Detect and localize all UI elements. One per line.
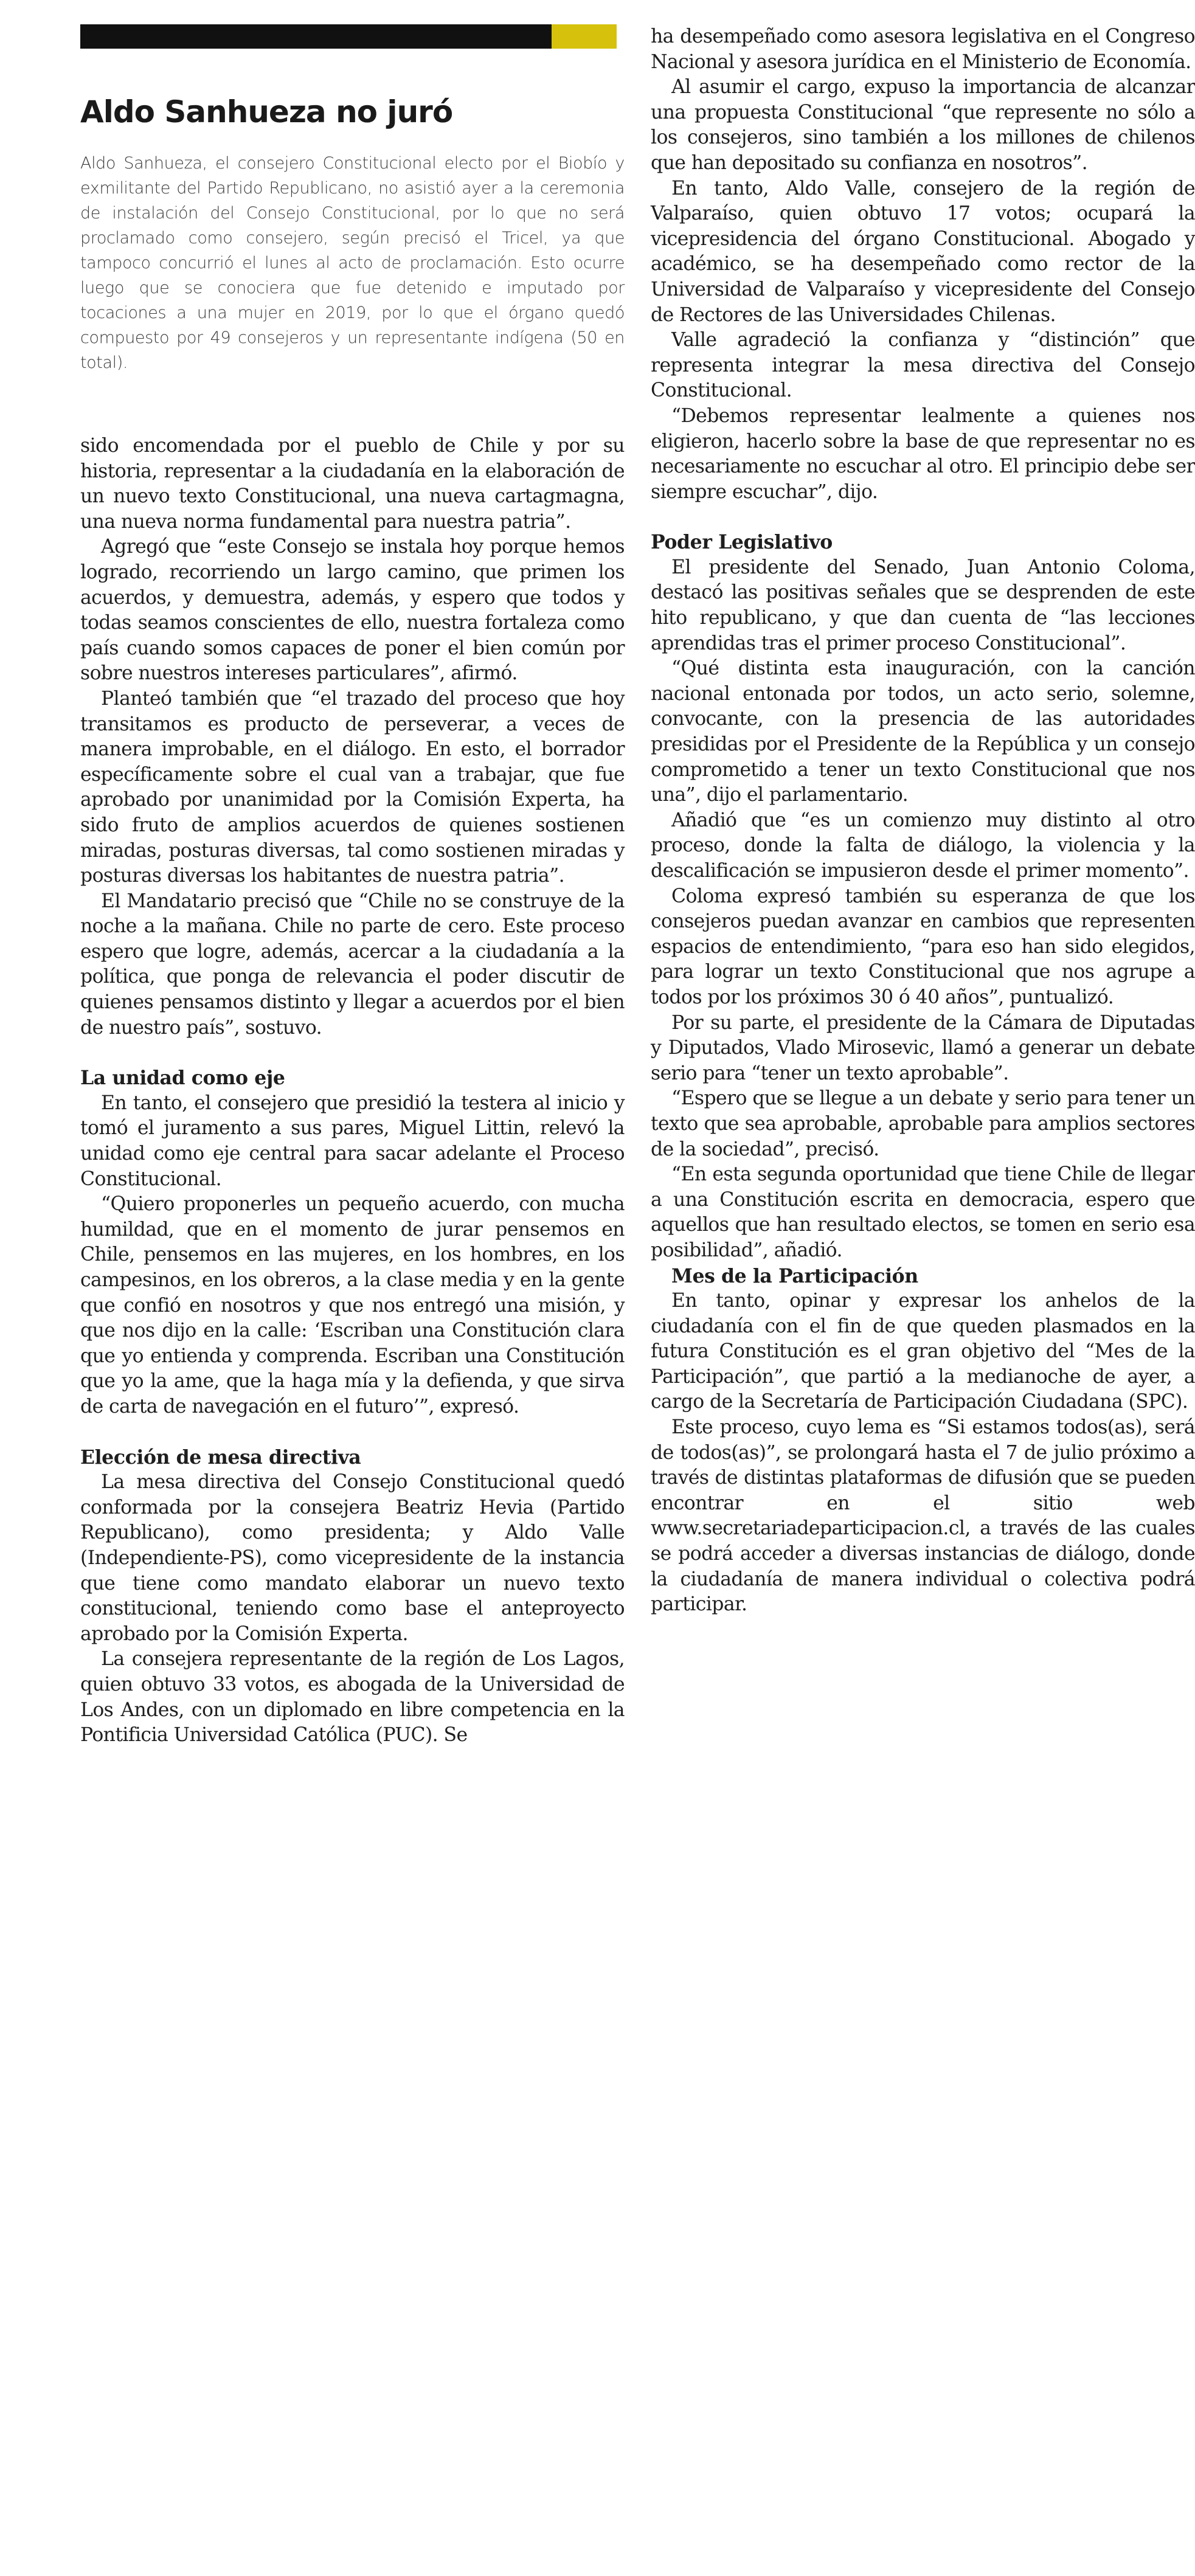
article-paragraph: “Qué distinta esta inauguración, con la canción nacional entonada por todos, un acto serio, solemne, convocante, con la presencia de las autoridades presididas por el Presidente de la República y un consejo comprometido a tener un texto Constitucional que nos una”, dijo el parlamentario. bbox=[651, 657, 1195, 806]
article-paragraph: La mesa directiva del Consejo Constitucional quedó conformada por la consejera Beatriz Hevia (Partido Republicano), como presidenta; y Aldo Valle (Independiente-PS), como vicepresidente de la instancia que tiene como mandato elaborar un nuevo texto constitucional, teniendo como base el anteproyecto aprobado por la Comisión Experta. bbox=[80, 1471, 625, 1645]
color-bar-black bbox=[80, 24, 552, 49]
subheading-poder-legislativo: Poder Legislativo bbox=[651, 531, 833, 554]
color-bar-gold bbox=[552, 24, 617, 49]
article-paragraph: Agregó que “este Consejo se instala hoy porque hemos logrado, recorriendo un largo camino, que primen los acuerdos, y demuestra, además, y espero que todos y todas seamos conscientes de ello, nuestra fortaleza como país cuando somos capaces de poner el bien común por sobre nuestros intereses particulares”, afirmó. bbox=[80, 536, 625, 685]
article-paragraph: ha desempeñado como asesora legislativa en el Congreso Nacional y asesora jurídica en el Ministerio de Economía. bbox=[651, 26, 1195, 73]
article-paragraph: La consejera representante de la región de Los Lagos, quien obtuvo 33 votos, es abogada de la Universidad de Los Andes, con un diplomado en libre competencia en la Pontificia Universidad Católica (PUC). Se bbox=[80, 1648, 625, 1747]
article-paragraph: Por su parte, el presidente de la Cámara de Diputadas y Diputados, Vlado Mirosevic, llamó a generar un debate serio para “tener un texto aprobable”. bbox=[651, 1011, 1195, 1084]
article-paragraph: sido encomendada por el pueblo de Chile y por su historia, representar a la ciudadanía en la elaboración de un nuevo texto Constitucional, una nueva cartagmagna, una nueva norma fundamental para nuestra patria”. bbox=[80, 435, 625, 533]
right-column bbox=[651, 24, 1195, 1618]
article-paragraph: Valle agradeció la confianza y “distinción” que representa integrar la mesa directiva del Consejo Constitucional. bbox=[651, 329, 1195, 402]
article-paragraph: “Debemos representar lealmente a quienes nos eligieron, hacerlo sobre la base de que representar no es necesariamente no escuchar al otro. El principio debe ser siempre escuchar”, dijo. bbox=[651, 404, 1195, 503]
article-paragraph: “Espero que se llegue a un debate y serio para tener un texto que sea aprobable, aprobable para amplios sectores de la sociedad”, precisó. bbox=[651, 1087, 1195, 1160]
article-paragraph: “En esta segunda oportunidad que tiene Chile de llegar a una Constitución escrita en democracia, espero que aquellos que han resultado electos, se tomen en serio esa posibilidad”, añadió. bbox=[651, 1163, 1195, 1261]
article-paragraph: El presidente del Senado, Juan Antonio Coloma, destacó las positivas señales que se desprenden de este hito republicano, y que dan cuenta de “las lecciones aprendidas tras el primer proceso Constitucional”. bbox=[651, 556, 1195, 654]
article-paragraph: En tanto, el consejero que presidió la testera al inicio y tomó el juramento a sus pares, Miguel Littin, relevó la unidad como eje central para sacar adelante el Proceso Constitucional. bbox=[80, 1092, 625, 1190]
article-paragraph: Planteó también que “el trazado del proceso que hoy transitamos es producto de perseverar, a veces de manera improbable, en el diálogo. En esto, el borrador específicamente sobre el cual van a trabajar, que fue aprobado por unanimidad por la Comisión Experta, ha sido fruto de amplios acuerdos de quienes sostienen miradas, posturas diversas, tal como sostienen miradas y posturas diversas los habitantes de nuestra patria”. bbox=[80, 687, 625, 887]
article-text-left bbox=[80, 434, 625, 1748]
article-paragraph: En tanto, opinar y expresar los anhelos de la ciudadanía con el fin de que queden plasmados en la futura Constitución es el gran objetivo del “Mes de la Participación”, que partió a la medianoche de ayer, a cargo de la Secretaría de Participación Ciudadana (SPC). bbox=[651, 1290, 1195, 1413]
section-color-bar bbox=[80, 24, 625, 49]
article-text-right bbox=[651, 24, 1195, 1618]
subheading-mesa-directiva: Elección de mesa directiva bbox=[80, 1446, 361, 1469]
sidebar-box-title: Aldo Sanhueza no juró bbox=[80, 94, 453, 130]
article-paragraph: En tanto, Aldo Valle, consejero de la región de Valparaíso, quien obtuvo 17 votos; ocupará la vicepresidencia del órgano Constitucional. Abogado y académico, se ha desempeñado como rector de la Universidad de Valparaíso y vicepresidente del Consejo de Rectores de las Universidades Chilenas. bbox=[651, 177, 1195, 326]
subheading-mes-participacion: Mes de la Participación bbox=[671, 1264, 918, 1287]
article-paragraph: Al asumir el cargo, expuso la importancia de alcanzar una propuesta Constitucional “que represente no sólo a los consejeros, sino también a los millones de chilenos que han depositado su confianza en nosotros”. bbox=[651, 76, 1195, 174]
article-paragraph: Coloma expresó también su esperanza de que los consejeros puedan avanzar en cambios que representen espacios de entendimiento, “para eso han sido elegidos, para lograr un texto Constitucional que nos agrupe a todos por los próximos 30 ó 40 años”, puntualizó. bbox=[651, 885, 1195, 1008]
article-paragraph: “Quiero proponerles un pequeño acuerdo, con mucha humildad, que en el momento de jurar pensemos en Chile, pensemos en las mujeres, en los hombres, en los campesinos, en los obreros, a la clase media y en la gente que confió en nosotros y que nos entregó una misión, y que nos dijo en la calle: ‘Escriban una Constitución clara que yo entienda y comprenda. Escriban una Constitución que yo la ame, que la haga mía y la defienda, y que sirva de carta de navegación en el futuro’”, expresó. bbox=[80, 1193, 625, 1418]
article-paragraph: El Mandatario precisó que “Chile no se construye de la noche a la mañana. Chile no parte de cero. Este proceso espero que logre, además, acercar a la ciudadanía a la política, que ponga de relevancia el poder discutir de quienes pensamos distinto y llegar a acuerdos por el bien de nuestro país”, sostuvo. bbox=[80, 890, 625, 1039]
left-column bbox=[80, 24, 625, 1748]
sidebar-box-lead: Aldo Sanhueza, el consejero Constitucional electo por el Biobío y exmilitante del Partido Republicano, no asistió ayer a la ceremonia de instalación del Consejo Constitucional, por lo que no será proclamado como consejero, según precisó el Tricel, ya que tampoco concurrió el lunes al acto de proclamación. Esto ocurre luego que se conociera que fue detenido e imputado por tocaciones a una mujer en 2019, por lo que el órgano quedó compuesto por 49 consejeros y un representante indígena (50 en total). bbox=[80, 154, 625, 372]
article-paragraph: Añadió que “es un comienzo muy distinto al otro proceso, donde la falta de diálogo, la violencia y la descalificación se impusieron desde el primer momento”. bbox=[651, 809, 1195, 882]
subheading-unidad: La unidad como eje bbox=[80, 1067, 285, 1090]
article-paragraph: Este proceso, cuyo lema es “Si estamos todos(as), será de todos(as)”, se prolongará hasta el 7 de julio próximo a través de distintas plataformas de difusión que se pueden encontrar en el sitio web www.secretariadeparticipacion.cl, a través de las cuales se podrá acceder a diversas instancias de diálogo, donde la ciudadanía de manera individual o colectiva podrá participar. bbox=[651, 1416, 1195, 1616]
